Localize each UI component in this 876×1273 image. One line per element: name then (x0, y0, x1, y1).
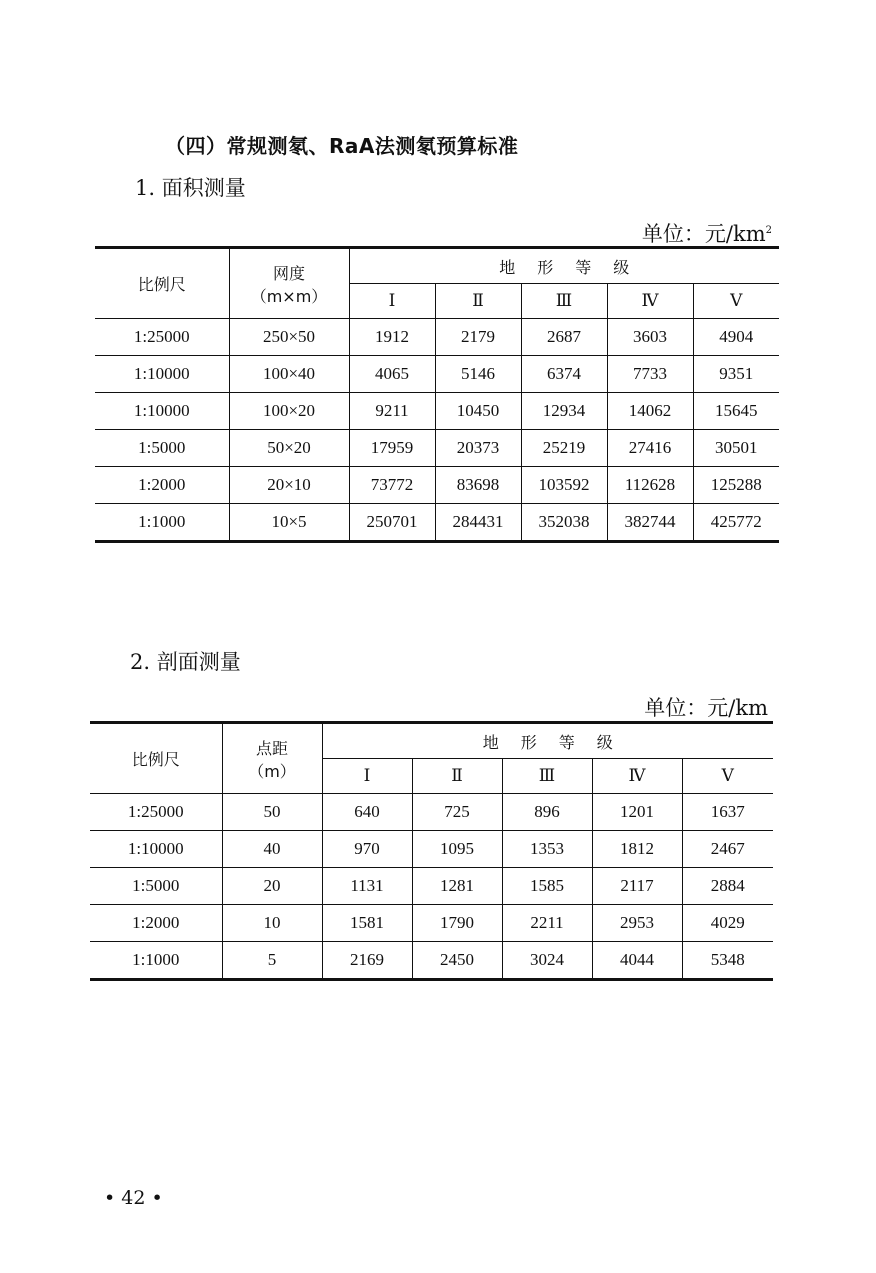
price-cell: 4904 (693, 319, 779, 356)
scale-cell: 1:25000 (90, 794, 222, 831)
price-cell: 4044 (592, 942, 682, 980)
price-cell: 10450 (435, 393, 521, 430)
price-cell: 1131 (322, 868, 412, 905)
price-cell: 9351 (693, 356, 779, 393)
table-row (95, 467, 779, 504)
profile-survey-table (90, 721, 773, 981)
scale-cell: 1:5000 (95, 430, 229, 467)
price-cell: 27416 (607, 430, 693, 467)
price-cell: 250701 (349, 504, 435, 542)
table-row (95, 393, 779, 430)
terrain-level-header: 地形等级 (349, 248, 779, 284)
grid-cell: 10×5 (229, 504, 349, 542)
price-cell: 970 (322, 831, 412, 868)
table-row (90, 942, 773, 980)
terrain-level-2: Ⅱ (412, 759, 502, 794)
terrain-level-1: Ⅰ (349, 284, 435, 319)
table-row (95, 430, 779, 467)
price-cell: 2450 (412, 942, 502, 980)
terrain-level-4: Ⅳ (592, 759, 682, 794)
price-cell: 112628 (607, 467, 693, 504)
price-cell: 2467 (682, 831, 773, 868)
scale-header: 比例尺 (95, 248, 229, 319)
price-cell: 30501 (693, 430, 779, 467)
grid-header: 网度 （m×m） (229, 248, 349, 319)
table-row (95, 356, 779, 393)
price-cell: 12934 (521, 393, 607, 430)
scale-cell: 1:2000 (95, 467, 229, 504)
price-cell: 4065 (349, 356, 435, 393)
terrain-level-3: Ⅲ (502, 759, 592, 794)
price-cell: 425772 (693, 504, 779, 542)
scale-cell: 1:1000 (95, 504, 229, 542)
price-cell: 725 (412, 794, 502, 831)
scale-cell: 1:5000 (90, 868, 222, 905)
area-survey-table (95, 246, 779, 543)
price-cell: 17959 (349, 430, 435, 467)
terrain-level-2: Ⅱ (435, 284, 521, 319)
price-cell: 1912 (349, 319, 435, 356)
table-row (90, 831, 773, 868)
area-unit-label: 单位：元$/km^2$ (641, 222, 772, 246)
price-cell: 1637 (682, 794, 773, 831)
price-cell: 2179 (435, 319, 521, 356)
price-cell: 284431 (435, 504, 521, 542)
spacing-header: 点距 （m） (222, 723, 322, 794)
area-survey-title: 1. 面积测量 (135, 176, 246, 200)
terrain-level-5: Ⅴ (693, 284, 779, 319)
price-cell: 6374 (521, 356, 607, 393)
terrain-level-3: Ⅲ (521, 284, 607, 319)
table-row (95, 504, 779, 542)
table-row (90, 794, 773, 831)
spacing-cell: 20 (222, 868, 322, 905)
terrain-level-1: Ⅰ (322, 759, 412, 794)
price-cell: 1095 (412, 831, 502, 868)
terrain-level-4: Ⅳ (607, 284, 693, 319)
spacing-cell: 40 (222, 831, 322, 868)
price-cell: 15645 (693, 393, 779, 430)
price-cell: 2884 (682, 868, 773, 905)
table-row (95, 319, 779, 356)
grid-cell: 20×10 (229, 467, 349, 504)
spacing-cell: 50 (222, 794, 322, 831)
price-cell: 1585 (502, 868, 592, 905)
grid-cell: 250×50 (229, 319, 349, 356)
price-cell: 5348 (682, 942, 773, 980)
price-cell: 1201 (592, 794, 682, 831)
price-cell: 25219 (521, 430, 607, 467)
terrain-level-5: Ⅴ (682, 759, 773, 794)
price-cell: 83698 (435, 467, 521, 504)
price-cell: 640 (322, 794, 412, 831)
grid-cell: 50×20 (229, 430, 349, 467)
price-cell: 1790 (412, 905, 502, 942)
spacing-cell: 5 (222, 942, 322, 980)
price-cell: 5146 (435, 356, 521, 393)
price-cell: 1812 (592, 831, 682, 868)
price-cell: 2117 (592, 868, 682, 905)
terrain-level-header: 地形等级 (322, 723, 773, 759)
scale-cell: 1:10000 (95, 393, 229, 430)
price-cell: 3024 (502, 942, 592, 980)
grid-cell: 100×20 (229, 393, 349, 430)
price-cell: 1281 (412, 868, 502, 905)
price-cell: 352038 (521, 504, 607, 542)
grid-cell: 100×40 (229, 356, 349, 393)
price-cell: 3603 (607, 319, 693, 356)
price-cell: 2953 (592, 905, 682, 942)
price-cell: 2211 (502, 905, 592, 942)
price-cell: 103592 (521, 467, 607, 504)
profile-unit-label: 单位：元/km (644, 696, 768, 720)
table-row (90, 868, 773, 905)
price-cell: 7733 (607, 356, 693, 393)
scale-cell: 1:2000 (90, 905, 222, 942)
price-cell: 4029 (682, 905, 773, 942)
price-cell: 20373 (435, 430, 521, 467)
price-cell: 2687 (521, 319, 607, 356)
profile-survey-title: 2. 剖面测量 (130, 650, 241, 674)
table-row (90, 905, 773, 942)
price-cell: 1581 (322, 905, 412, 942)
scale-cell: 1:10000 (90, 831, 222, 868)
price-cell: 73772 (349, 467, 435, 504)
scale-cell: 1:25000 (95, 319, 229, 356)
page-number: • 42 • (104, 1187, 163, 1209)
scale-cell: 1:1000 (90, 942, 222, 980)
spacing-cell: 10 (222, 905, 322, 942)
price-cell: 382744 (607, 504, 693, 542)
scale-header: 比例尺 (90, 723, 222, 794)
price-cell: 14062 (607, 393, 693, 430)
price-cell: 2169 (322, 942, 412, 980)
price-cell: 896 (502, 794, 592, 831)
scale-cell: 1:10000 (95, 356, 229, 393)
price-cell: 9211 (349, 393, 435, 430)
section-heading: （四）常规测氡、RaA法测氡预算标准 (165, 134, 519, 158)
price-cell: 1353 (502, 831, 592, 868)
price-cell: 125288 (693, 467, 779, 504)
